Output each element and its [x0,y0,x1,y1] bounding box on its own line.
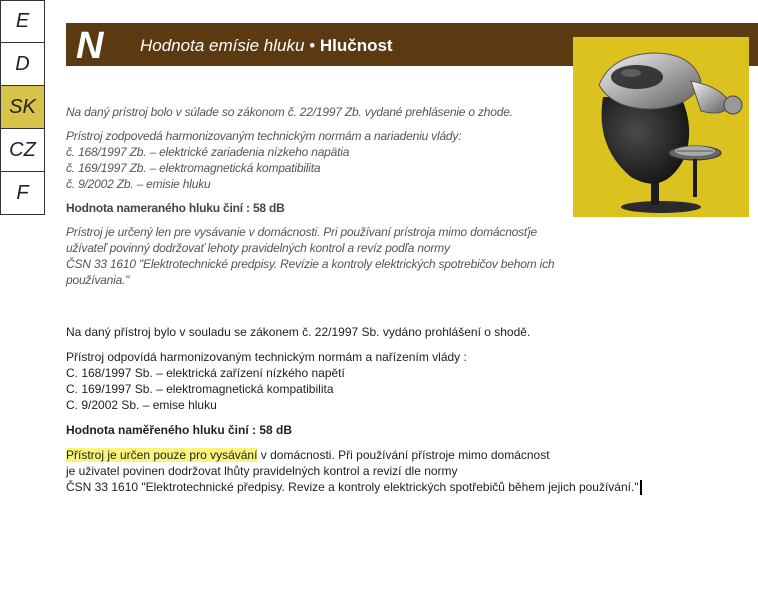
sk-standards-line: č. 168/1997 Zb. – elektrické zariadenia nízkeho napätia [66,145,350,159]
sk-usage-line: Prístroj je určený len pre vysávanie v domácnosti. Pri používaní prístroja mimo domácnosťje [66,225,537,239]
sk-standards-line: Prístroj zodpovedá harmonizovaným technickým normám a nariadeniu vlády: [66,129,462,143]
cz-standards[interactable] [66,349,756,413]
cz-declaration[interactable]: Na daný přístroj bylo v souladu se zákonem č. 22/1997 Sb. vydáno prohlášení o shodě. [66,325,531,339]
language-tabs [0,0,45,215]
cz-usage-note[interactable] [66,447,756,495]
sk-usage-line: ČSN 33 1610 "Elektrotechnické predpisy. Revízie a kontroly elektrických spotrebičov behom ich používania." [66,257,555,287]
cz-standards-line: C. 9/2002 Sb. – emise hluku [66,398,217,412]
sk-noise-value: Hodnota nameraného hluku činí : 58 dB [66,201,285,215]
cz-section [66,324,756,504]
lang-tab-sk[interactable]: SK [0,86,45,129]
title-part-2: Hlučnost [319,36,393,55]
sk-standards-line: č. 169/1997 Zb. – elektromagnetická kompatibilita [66,161,321,175]
product-image [573,37,749,217]
cz-usage-line: je uživatel povinen dodržovat lhůty pravidelných kontrol a revizí dle normy [66,464,458,478]
title-part-1: Hodnota emísie hluku [140,36,305,55]
cz-usage-line: ČSN 33 1610 "Elektrotechnické předpisy. Revize a kontroly elektrických spotřebičů během jejich používání." [66,480,639,494]
sk-section [66,104,586,296]
sk-usage-note [66,224,586,288]
lang-tab-d[interactable]: D [0,43,45,86]
highlighted-text[interactable]: Přístroj je určen pouze pro vysávání [66,448,258,462]
cz-standards-line: C. 169/1997 Sb. – elektromagnetická kompatibilita [66,382,334,396]
cz-usage-text: v domácnosti. Při používání přístroje mimo domácnost [257,448,550,462]
lang-tab-f[interactable]: F [0,172,45,215]
sk-standards-line: č. 9/2002 Zb. – emisie hluku [66,177,211,191]
sk-usage-line: užívateľ povinný dodržovať lehoty pravidelných kontrol a revíz podľa normy [66,241,450,255]
cz-noise-value[interactable]: Hodnota naměřeného hluku činí : 58 dB [66,423,293,437]
text-cursor [640,480,642,495]
cz-standards-line: Přístroj odpovídá harmonizovaným technickým normám a nařízením vlády : [66,350,467,364]
lang-tab-cz[interactable]: CZ [0,129,45,172]
logo-letter: N [76,25,103,67]
sk-standards [66,128,586,192]
page-title [140,36,393,56]
sk-declaration: Na daný prístroj bolo v súlade so zákonom č. 22/1997 Zb. vydané prehlásenie o zhode. [66,105,513,119]
coffee-machine-icon [573,37,749,217]
cz-standards-line: C. 168/1997 Sb. – elektrická zařízení nízkého napětí [66,366,345,380]
title-separator: • [309,36,316,55]
lang-tab-e[interactable]: E [0,0,45,43]
